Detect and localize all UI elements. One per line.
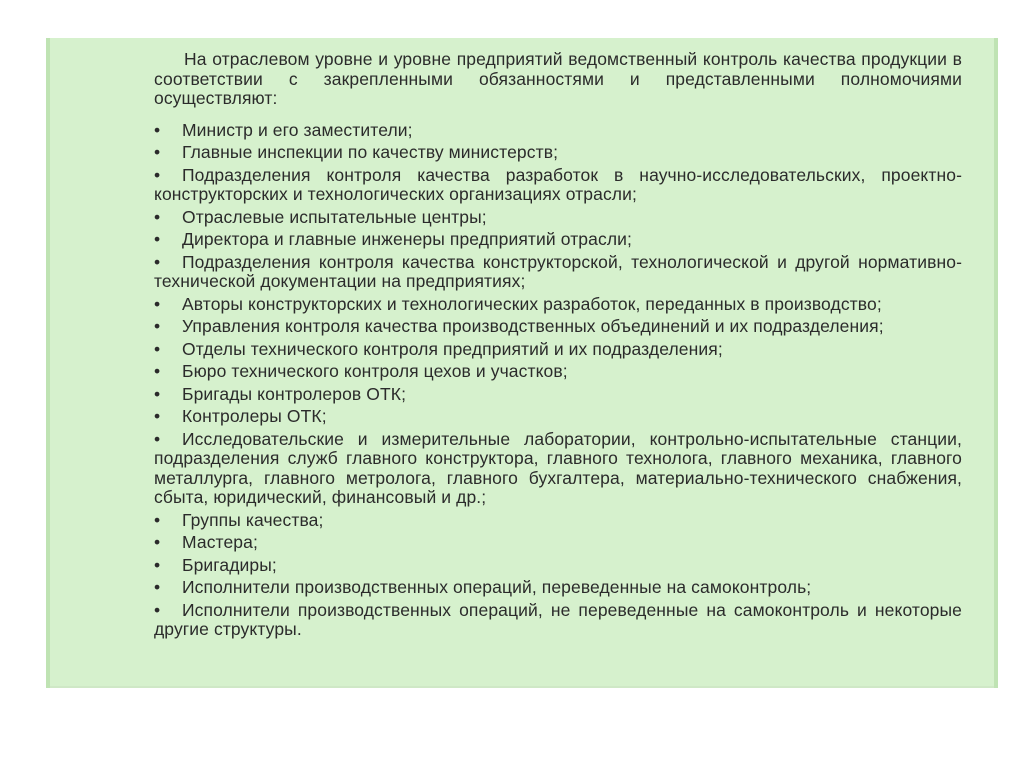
content-panel [46,38,998,688]
bullet-icon: • [154,509,161,530]
list-item-text: Главные инспекции по качеству министерств; [182,142,559,162]
list-item [154,430,962,508]
panel-bottom-divider [50,686,994,688]
list-item-text: Отделы технического контроля предприятий и их подразделения; [182,338,723,359]
list-item [154,362,962,382]
list-item-text: Исполнители производственных операций, переведенные на самоконтроль; [182,577,812,597]
bullet-list [154,121,962,640]
list-item [154,601,962,640]
list-item-text: Управления контроля качества производственных объединений и их подразделения; [182,316,884,336]
list-item-text: Авторы конструкторских и технологических разработок, переданных в производство; [182,293,882,314]
list-item [154,385,962,405]
bullet-icon: • [154,206,161,227]
bullet-icon: • [154,361,161,381]
list-item [154,578,962,598]
list-item [154,166,962,205]
bullet-icon: • [154,554,161,575]
bullet-icon: • [154,406,161,426]
list-item [154,340,962,360]
list-item-text: Подразделения контроля качества разработок в научно-исследовательских, проектно-конструкторских и технологических организациях отрасли; [154,164,962,204]
list-item-text: Группы качества; [182,509,324,530]
list-item-text: Исполнители производственных операций, не переведенные на самоконтроль и некоторые другие структуры. [154,599,962,639]
list-item [154,317,962,337]
list-item [154,556,962,576]
bullet-icon: • [154,229,161,249]
bullet-icon: • [154,142,161,162]
list-item [154,143,962,163]
list-item-text: Бюро технического контроля цехов и участков; [182,361,568,381]
bullet-icon: • [154,119,161,140]
list-item-text: Бригадиры; [182,554,277,575]
bullet-icon: • [154,428,161,449]
list-item-text: Министр и его заместители; [182,119,413,140]
bullet-icon: • [154,293,161,314]
list-item [154,533,962,553]
list-item-text: Исследовательские и измерительные лаборатории, контрольно-испытательные станции, подразделения служб главного конструктора, главного технолога, главного механика, главного металлурга, главного метролога, главного бухгалтера, материально-технического снабжения, сбыта, юридический, финансовый и др.; [154,428,962,507]
bullet-icon: • [154,316,161,336]
list-item [154,121,962,141]
bullet-icon: • [154,577,161,597]
list-item-text: Директора и главные инженеры предприятий отрасли; [182,229,632,249]
bullet-icon: • [154,383,161,404]
intro-paragraph: На отраслевом уровне и уровне предприятий ведомственный контроль качества продукции в соответствии с закрепленными обязанностями и представленными полномочиями осуществляют: [154,49,962,108]
list-item [154,253,962,292]
list-item [154,511,962,531]
list-item-text: Контролеры ОТК; [182,406,327,426]
list-item-text: Подразделения контроля качества конструкторской, технологической и другой нормативно-технической документации на предприятиях; [154,251,962,291]
list-item [154,230,962,250]
bullet-icon: • [154,338,161,359]
bullet-icon: • [154,164,161,185]
bullet-icon: • [154,251,161,272]
list-item [154,295,962,315]
list-item-text: Отраслевые испытательные центры; [182,206,487,227]
list-item-text: Бригады контролеров ОТК; [182,383,407,404]
text-block [154,50,962,643]
list-item-text: Мастера; [182,532,258,552]
bullet-icon: • [154,599,161,620]
list-item [154,407,962,427]
bullet-icon: • [154,532,161,552]
list-item [154,208,962,228]
